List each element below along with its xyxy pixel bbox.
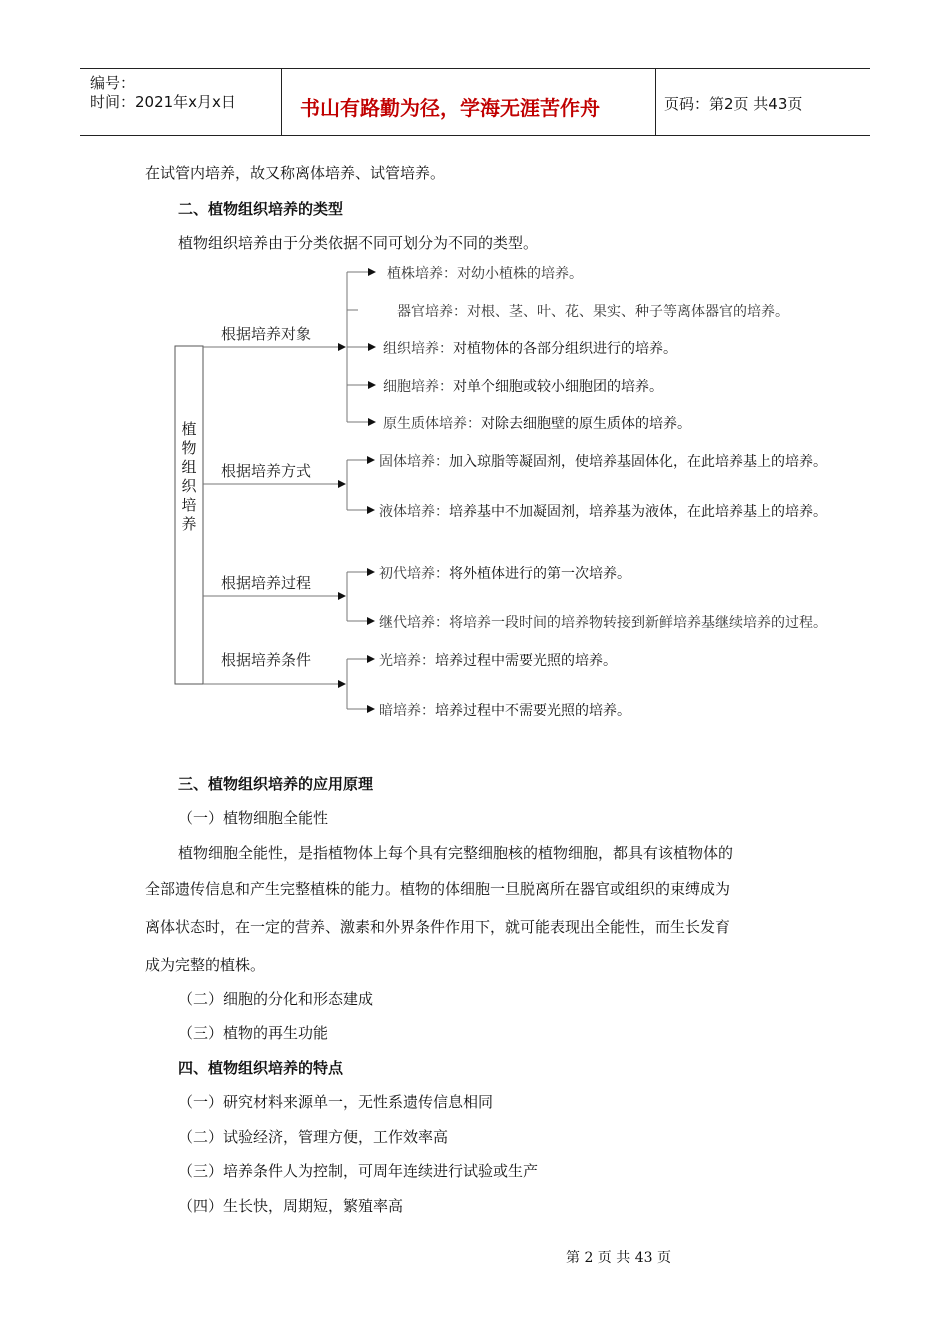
section3-paragraph-line: 成为完整的植株。 xyxy=(145,956,266,974)
section2-text: 植物组织培养由于分类依据不同可划分为不同的类型。 xyxy=(178,234,539,252)
leaf-label: 光培养： xyxy=(379,653,435,669)
section3-paragraph-line: 离体状态时，在一定的营养、激素和外界条件作用下，就可能表现出全能性，而生长发育 xyxy=(145,918,731,936)
leaf-label: 组织培养： xyxy=(383,341,453,357)
section3-paragraph-line: 植物细胞全能性，是指植物体上每个具有完整细胞核的植物细胞，都具有该植物体的 xyxy=(178,844,734,862)
leaf-desc: 对根、茎、叶、花、果实、种子等离体器官的培养。 xyxy=(467,304,789,320)
leaf-label: 液体培养： xyxy=(379,504,449,520)
leaf-desc: 将外植体进行的第一次培养。 xyxy=(449,566,631,582)
leaf-label: 原生质体培养： xyxy=(383,416,481,432)
leaf-cell-culture xyxy=(383,376,663,396)
branch-label-condition: 根据培养条件 xyxy=(221,651,312,669)
section3-subheading-2: （二）细胞的分化和形态建成 xyxy=(178,990,374,1008)
page-footer: 第 2 页 共 43 页 xyxy=(566,1250,671,1266)
leaf-desc: 培养基中不加凝固剂，培养基为液体，在此培养基上的培养。 xyxy=(449,504,827,520)
leaf-label: 细胞培养： xyxy=(383,379,453,395)
leaf-protoplast-culture xyxy=(383,413,691,433)
section4-item: （三）培养条件人为控制，可周年连续进行试验或生产 xyxy=(178,1162,539,1180)
branch-label-method: 根据培养方式 xyxy=(221,462,312,480)
intro-line: 在试管内培养，故又称离体培养、试管培养。 xyxy=(145,164,446,182)
section2-title: 二、植物组织培养的类型 xyxy=(178,200,344,218)
leaf-desc: 对植物体的各部分组织进行的培养。 xyxy=(453,341,677,357)
branch-label-object: 根据培养对象 xyxy=(221,325,312,343)
header-page-info: 页码：第2页 共43页 xyxy=(664,95,803,113)
leaf-desc: 对除去细胞壁的原生质体的培养。 xyxy=(481,416,691,432)
section4-title: 四、植物组织培养的特点 xyxy=(178,1059,344,1077)
leaf-primary-culture xyxy=(379,563,631,583)
leaf-label: 固体培养： xyxy=(379,454,449,470)
leaf-label: 植株培养： xyxy=(387,266,457,282)
section4-item: （二）试验经济，管理方便，工作效率高 xyxy=(178,1128,449,1146)
leaf-desc: 将培养一段时间的培养物转接到新鲜培养基继续培养的过程。 xyxy=(449,615,827,631)
section3-title: 三、植物组织培养的应用原理 xyxy=(178,775,374,793)
leaf-label: 器官培养： xyxy=(397,304,467,320)
branch-label-process: 根据培养过程 xyxy=(221,574,312,592)
leaf-desc: 对幼小植株的培养。 xyxy=(457,266,583,282)
section4-item: （四）生长快，周期短，繁殖率高 xyxy=(178,1197,404,1215)
leaf-light-culture xyxy=(379,650,617,670)
document-number-label: 编号： xyxy=(90,74,136,92)
leaf-desc: 培养过程中需要光照的培养。 xyxy=(435,653,617,669)
section3-paragraph-line: 全部遗传信息和产生完整植株的能力。植物的体细胞一旦脱离所在器官或组织的束缚成为 xyxy=(145,880,731,898)
leaf-subculture xyxy=(379,612,827,632)
header-motto: 书山有路勤为径，学海无涯苦作舟 xyxy=(300,96,600,120)
leaf-plant-culture xyxy=(387,263,583,283)
leaf-liquid-culture xyxy=(379,501,827,521)
leaf-label: 暗培养： xyxy=(379,703,435,719)
leaf-desc: 对单个细胞或较小细胞团的培养。 xyxy=(453,379,663,395)
document-time-label: 时间：2021年x月x日 xyxy=(90,93,236,111)
section3-subheading-1: （一）植物细胞全能性 xyxy=(178,809,329,827)
section4-item: （一）研究材料来源单一，无性系遗传信息相同 xyxy=(178,1093,494,1111)
leaf-desc: 培养过程中不需要光照的培养。 xyxy=(435,703,631,719)
leaf-label: 初代培养： xyxy=(379,566,449,582)
diagram-root-label: 植 物 组 织 培 养 xyxy=(181,420,197,533)
leaf-label: 继代培养： xyxy=(379,615,449,631)
leaf-desc: 加入琼脂等凝固剂，使培养基固体化，在此培养基上的培养。 xyxy=(449,454,827,470)
section3-subheading-3: （三）植物的再生功能 xyxy=(178,1024,329,1042)
leaf-solid-culture xyxy=(379,451,827,471)
leaf-tissue-culture xyxy=(383,338,677,358)
leaf-organ-culture xyxy=(397,301,789,321)
leaf-dark-culture xyxy=(379,700,631,720)
